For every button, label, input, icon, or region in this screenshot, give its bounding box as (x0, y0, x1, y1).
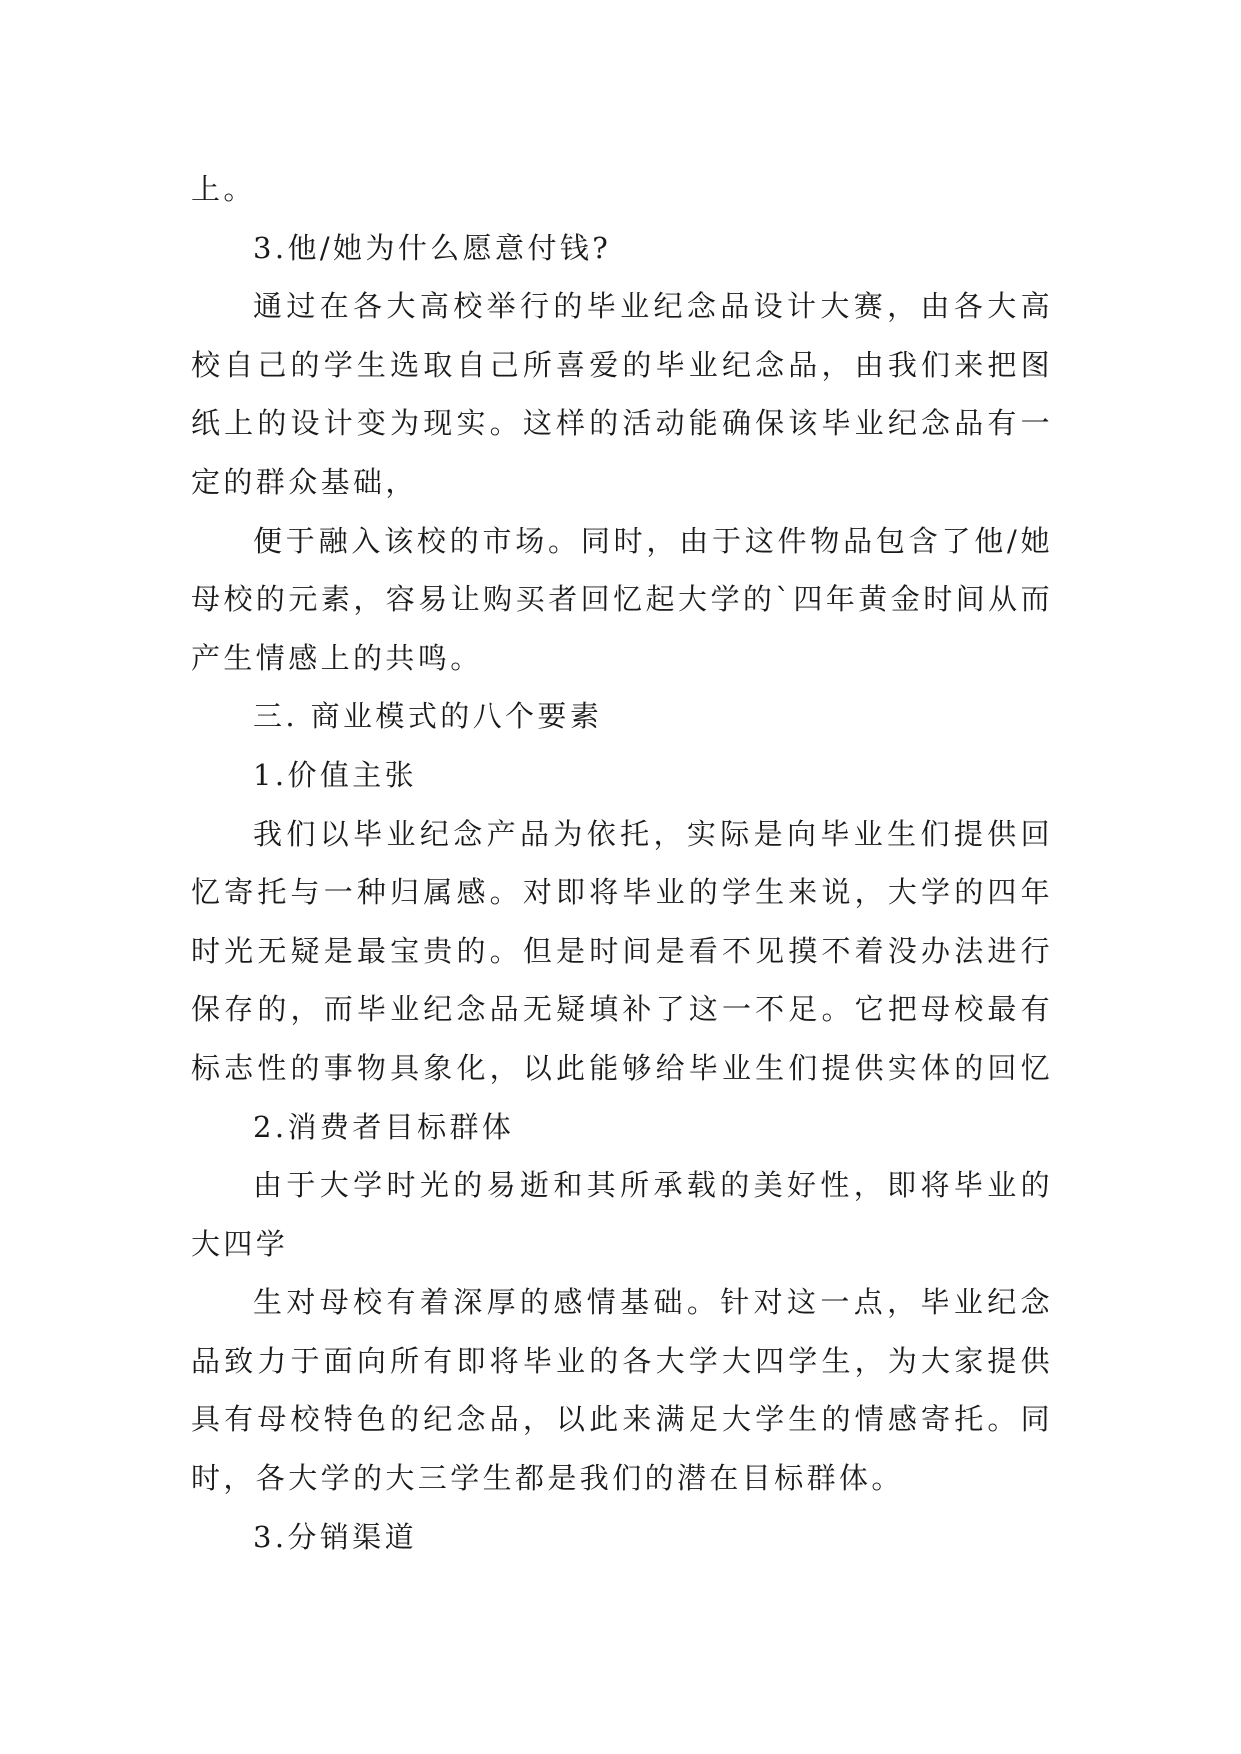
subheading-target-group: 2.消费者目标群体 (253, 1109, 515, 1144)
subheading-value-proposition: 1.价值主张 (253, 757, 418, 792)
section-heading-business-model: 三. 商业模式的八个要素 (253, 699, 603, 734)
subheading-distribution-channels: 3.分销渠道 (253, 1519, 418, 1554)
section-heading-why-pay: 3.他/她为什么愿意付钱? (253, 230, 612, 265)
paragraph-target-group-intro: 由于大学时光的易逝和其所承载的美好性，即将毕业的大四学 (191, 1168, 1053, 1261)
paragraph-market-resonance: 便于融入该校的市场。同时，由于这件物品包含了他/她母校的元素，容易让购买者回忆起大学的`四年黄金时间从而产生情感上的共鸣。 (191, 523, 1053, 675)
paragraph-continuation: 上。 (191, 172, 256, 206)
document-body (191, 160, 1053, 1566)
paragraph-design-contest: 通过在各大高校举行的毕业纪念品设计大赛，由各大高校自己的学生选取自己所喜爱的毕业纪念品，由我们来把图纸上的设计变为现实。这样的活动能确保该毕业纪念品有一定的群众基础， (191, 289, 1053, 499)
paragraph-value-proposition: 我们以毕业纪念产品为依托，实际是向毕业生们提供回忆寄托与一种归属感。对即将毕业的学生来说，大学的四年时光无疑是最宝贵的。但是时间是看不见摸不着没办法进行保存的，而毕业纪念品无疑填补了这一不足。它把母校最有标志性的事物具象化，以此能够给毕业生们提供实体的回忆 (191, 816, 1053, 1085)
paragraph-target-group-detail: 生对母校有着深厚的感情基础。针对这一点，毕业纪念品致力于面向所有即将毕业的各大学大四学生，为大家提供具有母校特色的纪念品，以此来满足大学生的情感寄托。同时，各大学的大三学生都是我们的潜在目标群体。 (191, 1285, 1053, 1496)
